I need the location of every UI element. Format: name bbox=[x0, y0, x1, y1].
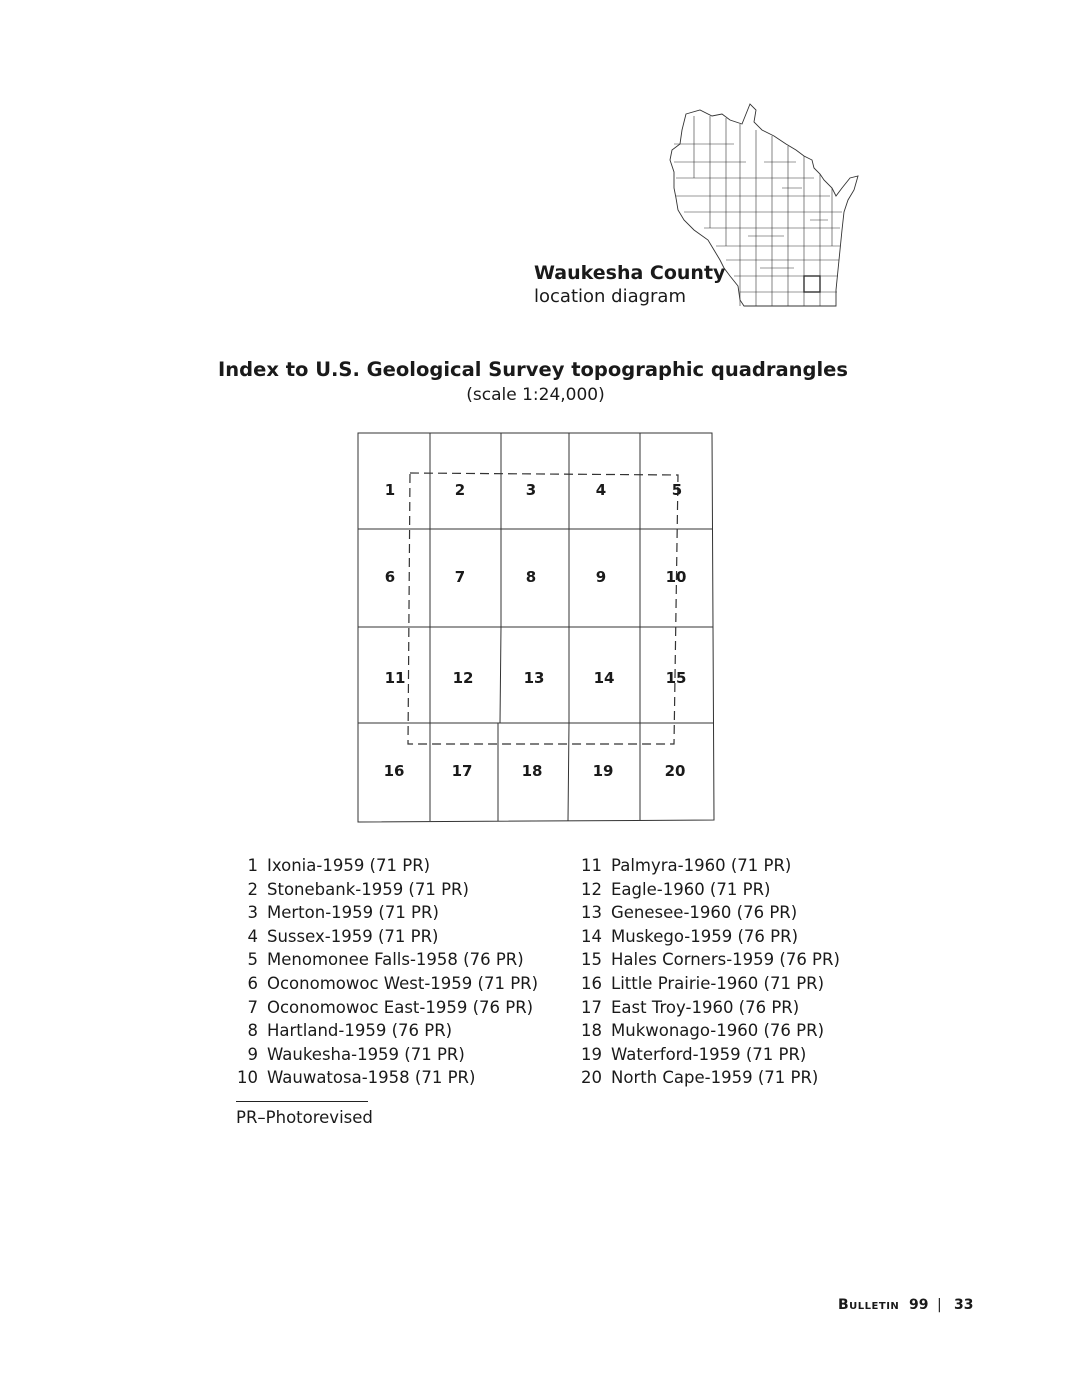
legend-number: 9 bbox=[247, 1044, 258, 1064]
scale-label: (scale 1:24,000) bbox=[466, 385, 605, 405]
grid-number: 8 bbox=[525, 568, 537, 586]
legend-name: North Cape-1959 (71 PR) bbox=[611, 1068, 819, 1088]
legend-number: 6 bbox=[247, 974, 258, 993]
footer-series bbox=[838, 1297, 899, 1313]
index-title: Index to U.S. Geological Survey topographic quadrangles bbox=[218, 358, 848, 381]
county-subtitle: location diagram bbox=[534, 286, 686, 307]
footnote: PR–Photorevised bbox=[236, 1108, 373, 1127]
grid-number: 7 bbox=[454, 568, 466, 586]
legend-name: Palmyra-1960 (71 PR) bbox=[611, 856, 792, 875]
legend-name: Hartland-1959 (76 PR) bbox=[267, 1021, 453, 1041]
legend-name: Ixonia-1959 (71 PR) bbox=[267, 856, 431, 875]
legend-number: 16 bbox=[581, 974, 602, 993]
legend-number: 19 bbox=[581, 1044, 602, 1064]
legend-name: East Troy-1960 (76 PR) bbox=[611, 997, 800, 1017]
legend-number: 15 bbox=[581, 950, 602, 970]
legend-number: 1 bbox=[247, 856, 258, 875]
grid-number: 18 bbox=[521, 762, 543, 780]
grid-number: 20 bbox=[664, 762, 686, 780]
grid-number: 3 bbox=[525, 481, 537, 499]
grid-number: 5 bbox=[671, 481, 683, 499]
legend-number: 3 bbox=[247, 903, 258, 923]
legend-number: 4 bbox=[247, 926, 258, 946]
legend-number: 14 bbox=[581, 926, 602, 946]
footnote-rule bbox=[236, 1101, 368, 1102]
legend-number: 5 bbox=[247, 950, 258, 970]
legend-name: Eagle-1960 (71 PR) bbox=[611, 879, 771, 899]
legend-name: Muskego-1959 (76 PR) bbox=[611, 926, 799, 946]
legend-number: 7 bbox=[247, 997, 258, 1017]
legend-name: Merton-1959 (71 PR) bbox=[267, 903, 439, 923]
legend-name: Little Prairie-1960 (71 PR) bbox=[611, 974, 825, 993]
legend-name: Oconomowoc West-1959 (71 PR) bbox=[267, 974, 539, 993]
legend-number: 17 bbox=[581, 997, 602, 1017]
legend-name: Oconomowoc East-1959 (76 PR) bbox=[267, 997, 534, 1017]
footer-bulletin-number: 99 bbox=[909, 1297, 929, 1313]
grid-number: 17 bbox=[451, 762, 473, 780]
grid-number: 19 bbox=[592, 762, 614, 780]
grid-number: 10 bbox=[665, 568, 687, 586]
legend-number: 11 bbox=[581, 856, 602, 875]
legend-number: 8 bbox=[247, 1021, 258, 1041]
grid-number: 11 bbox=[384, 669, 406, 687]
legend-number: 20 bbox=[581, 1068, 602, 1088]
legend-number: 13 bbox=[581, 903, 602, 923]
footer-page-number: 33 bbox=[954, 1297, 974, 1313]
legend-number: 12 bbox=[581, 879, 602, 899]
grid-number: 15 bbox=[665, 669, 687, 687]
footer-series-name: Bulletin bbox=[838, 1297, 900, 1313]
legend-name: Genesee-1960 (76 PR) bbox=[611, 903, 798, 923]
legend-name: Mukwonago-1960 (76 PR) bbox=[611, 1021, 825, 1041]
grid-number: 14 bbox=[593, 669, 615, 687]
legend-name: Waukesha-1959 (71 PR) bbox=[267, 1044, 465, 1064]
legend-number: 10 bbox=[237, 1068, 258, 1088]
grid-number: 16 bbox=[383, 762, 405, 780]
legend-name: Stonebank-1959 (71 PR) bbox=[267, 879, 469, 899]
grid-number: 4 bbox=[595, 481, 607, 499]
waukesha-county-highlight bbox=[804, 276, 820, 292]
county-title: Waukesha County bbox=[534, 262, 726, 284]
grid-number: 13 bbox=[523, 669, 545, 687]
grid-number: 1 bbox=[384, 481, 396, 499]
legend-name: Sussex-1959 (71 PR) bbox=[267, 926, 439, 946]
quadrangle-grid bbox=[352, 428, 722, 828]
legend-name: Wauwatosa-1958 (71 PR) bbox=[267, 1068, 476, 1088]
footer-separator: | bbox=[937, 1297, 942, 1313]
legend-name: Hales Corners-1959 (76 PR) bbox=[611, 950, 840, 970]
legend-name: Waterford-1959 (71 PR) bbox=[611, 1044, 807, 1064]
legend-number: 18 bbox=[581, 1021, 602, 1041]
grid-number: 6 bbox=[384, 568, 396, 586]
county-boundary-dashed bbox=[408, 473, 678, 744]
grid-number: 2 bbox=[454, 481, 466, 499]
legend-name: Menomonee Falls-1958 (76 PR) bbox=[267, 950, 524, 970]
grid-number: 9 bbox=[595, 568, 607, 586]
legend-number: 2 bbox=[247, 879, 258, 899]
grid-number: 12 bbox=[452, 669, 474, 687]
